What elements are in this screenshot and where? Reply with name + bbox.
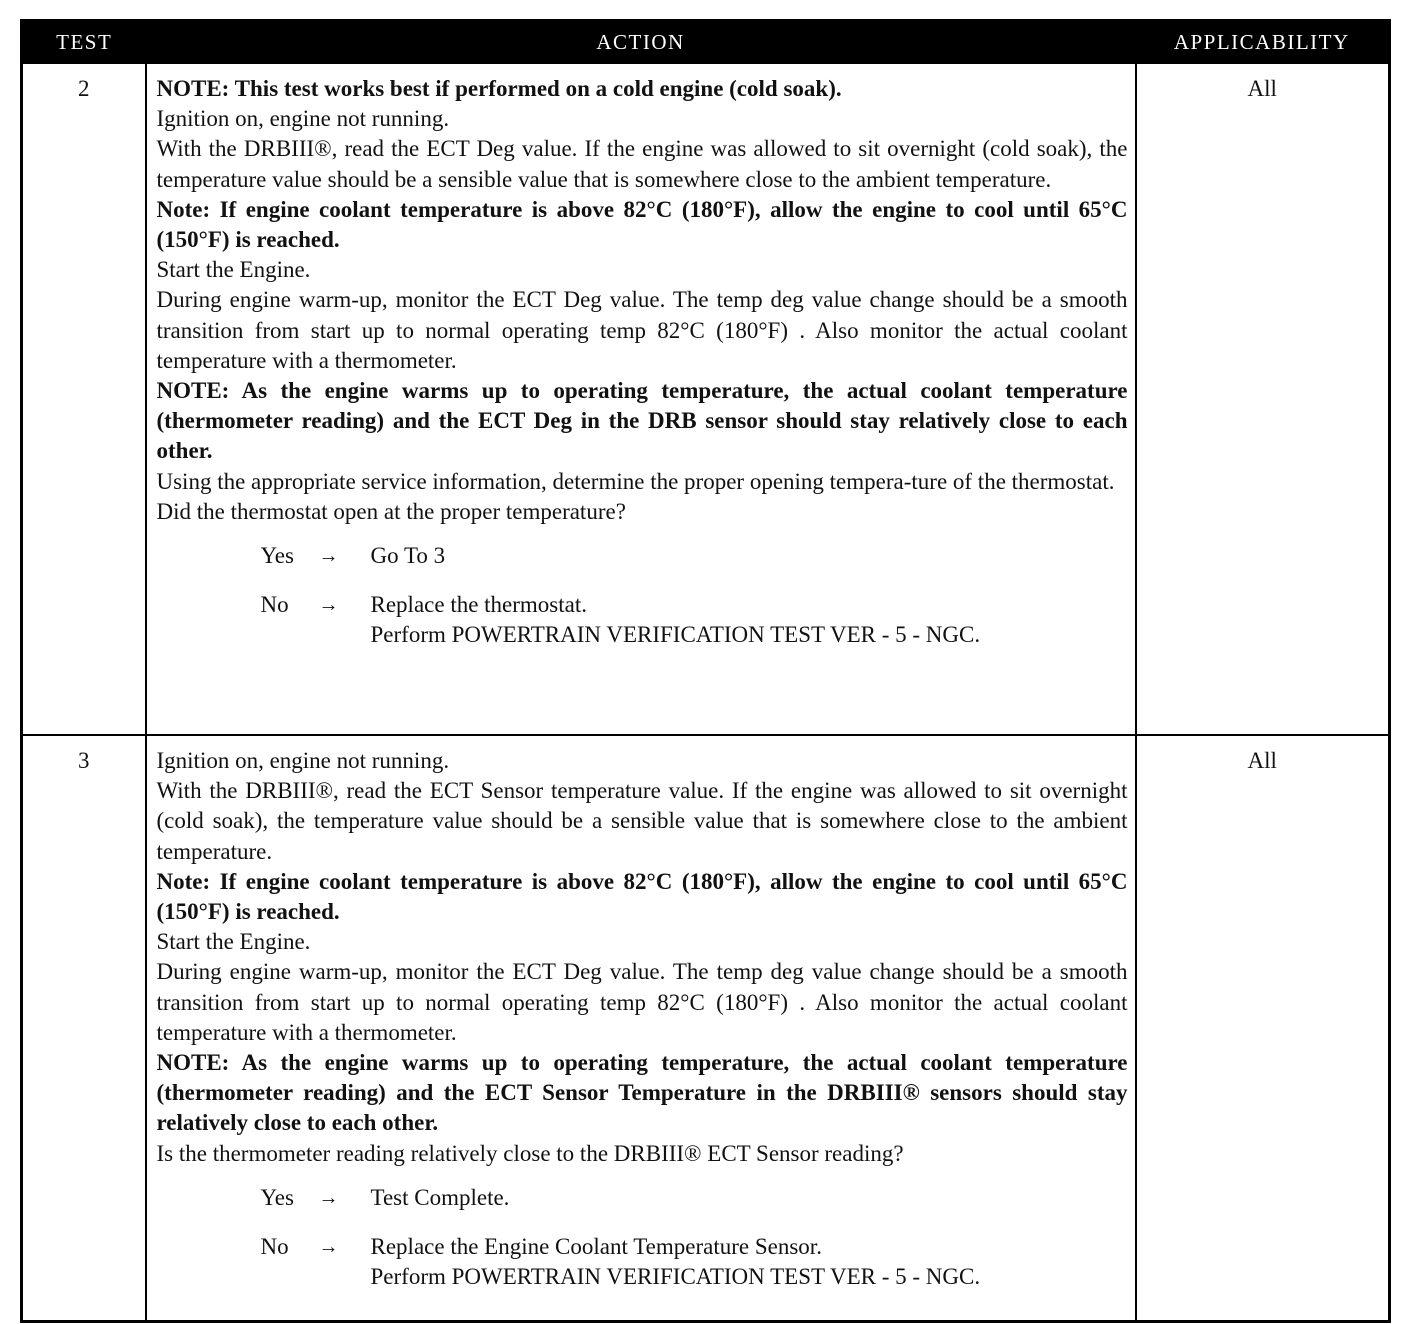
right-arrow-icon: → — [318, 594, 339, 617]
action-line: With the DRBIII®, read the ECT Deg value. If the engine was allowed to sit overnight (cold soak), the temperature value should be a sensible value that is somewhere close to the ambient temperature. — [156, 136, 1128, 192]
answer-key: Yes — [260, 1184, 294, 1210]
action-line: During engine warm-up, monitor the ECT Deg value. The temp deg value change should be a smooth transition from start up to normal operating temp 82°C (180°F) . Also monitor the actual coolant temperature with a thermometer. — [156, 959, 1128, 1045]
applicability-value: All — [1136, 63, 1390, 735]
answer-list — [157, 541, 1128, 651]
answer-yes — [157, 1183, 1128, 1213]
answer-body — [371, 1183, 1128, 1213]
action-line: Note: If engine coolant temperature is above 82°C (180°F), allow the engine to cool until 65°C (150°F) is reached. — [156, 868, 1128, 925]
right-arrow-icon: → — [318, 1236, 339, 1259]
action-line: Start the Engine. — [156, 929, 311, 955]
action-line: Ignition on, engine not running. — [156, 106, 450, 132]
right-arrow-icon: → — [318, 545, 339, 568]
answer-line: Go To 3 — [370, 543, 446, 569]
action-cell — [146, 735, 1136, 1322]
action-line: Note: If engine coolant temperature is above 82°C (180°F), allow the engine to cool until 65°C (150°F) is reached. — [156, 196, 1128, 253]
action-line: With the DRBIII®, read the ECT Sensor temperature value. If the engine was allowed to sit overnight (cold soak), the temperature value should be a sensible value that is somewhere close to the ambient temperature. — [156, 778, 1128, 864]
applicability-value: All — [1136, 735, 1390, 1322]
answer-body — [371, 1232, 1128, 1292]
action-cell — [146, 63, 1136, 735]
action-line: Start the Engine. — [156, 257, 311, 283]
answer-yes — [157, 541, 1128, 571]
test-number: 2 — [22, 63, 146, 735]
answer-key: No — [260, 592, 289, 618]
answer-no — [157, 590, 1128, 650]
action-line: Ignition on, engine not running. — [156, 748, 450, 773]
answer-line: Test Complete. — [370, 1184, 510, 1210]
header-action: ACTION — [146, 21, 1136, 64]
answer-body — [371, 590, 1128, 650]
test-row-3 — [22, 735, 1390, 1322]
action-line: Using the appropriate service information, determine the proper opening tempera-ture of the thermostat. — [156, 468, 1115, 494]
action-line: Did the thermostat open at the proper temperature? — [156, 498, 626, 524]
test-number: 3 — [22, 735, 146, 1322]
action-line: NOTE: As the engine warms up to operating temperature, the actual coolant temperature (thermometer reading) and the ECT Sensor Temperature in the DRBIII® sensors should stay relatively close to each other. — [156, 1050, 1128, 1136]
action-line: During engine warm-up, monitor the ECT Deg value. The temp deg value change should be a smooth transition from start up to normal operating temp 82°C (180°F) . Also monitor the actual coolant temperature with a thermometer. — [156, 287, 1128, 373]
right-arrow-icon: → — [318, 1186, 339, 1209]
header-applicability: APPLICABILITY — [1136, 21, 1390, 64]
answer-no — [157, 1232, 1128, 1292]
answer-key: Yes — [260, 543, 294, 569]
diagnostic-test-table — [20, 19, 1391, 1323]
answer-body — [371, 541, 1128, 571]
answer-list — [157, 1183, 1128, 1293]
test-row-2 — [22, 63, 1390, 735]
answer-key: No — [260, 1234, 289, 1260]
answer-line: Replace the thermostat. — [370, 592, 588, 618]
header-row — [22, 21, 1390, 64]
answer-line: Replace the Engine Coolant Temperature Sensor. — [370, 1234, 822, 1260]
answer-line: Perform POWERTRAIN VERIFICATION TEST VER - 5 - NGC. — [370, 1264, 981, 1290]
answer-line: Perform POWERTRAIN VERIFICATION TEST VER - 5 - NGC. — [370, 622, 981, 648]
action-line: Is the thermometer reading relatively close to the DRBIII® ECT Sensor reading? — [156, 1140, 904, 1166]
header-test: TEST — [22, 21, 146, 64]
action-line: NOTE: As the engine warms up to operating temperature, the actual coolant temperature (thermometer reading) and the ECT Deg in the DRB sensor should stay relatively close to each other. — [156, 378, 1128, 464]
action-line: NOTE: This test works best if performed on a cold engine (cold soak). — [156, 76, 842, 101]
